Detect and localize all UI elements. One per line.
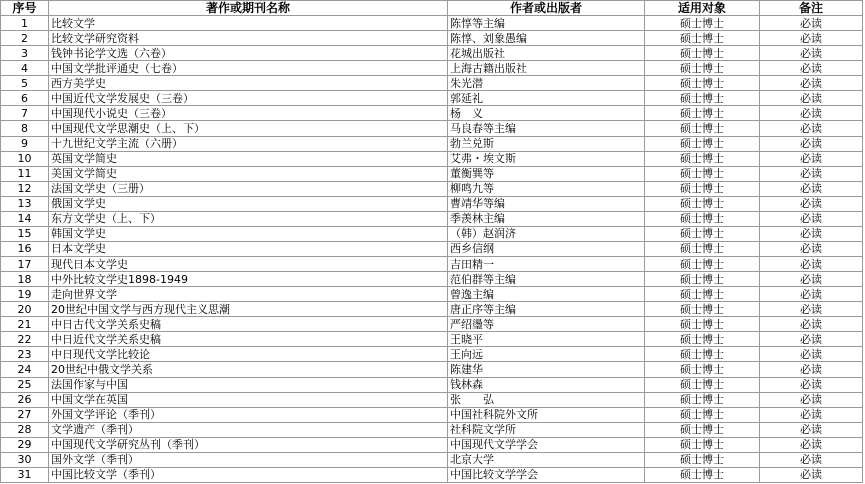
row-number: 8 xyxy=(1,121,49,136)
row-author: 范伯群等主编 xyxy=(448,272,645,287)
table-row xyxy=(1,196,863,211)
row-author: 陈建华 xyxy=(448,362,645,377)
row-target: 硕士博士 xyxy=(645,61,760,76)
row-target: 硕士博士 xyxy=(645,272,760,287)
row-number: 13 xyxy=(1,196,49,211)
row-title: 日本文学史 xyxy=(49,241,448,256)
row-title: 中日古代文学关系史稿 xyxy=(49,317,448,332)
table-header xyxy=(1,1,863,16)
row-number: 14 xyxy=(1,211,49,226)
row-number: 2 xyxy=(1,31,49,46)
row-author: 陈惇、刘象愚编 xyxy=(448,31,645,46)
row-note: 必读 xyxy=(760,76,863,91)
row-note: 必读 xyxy=(760,91,863,106)
row-number: 24 xyxy=(1,362,49,377)
table-row xyxy=(1,181,863,196)
row-title: 钱钟书论学文选（六卷） xyxy=(49,46,448,61)
row-title: 中国现代文学研究丛刊（季刊） xyxy=(49,437,448,452)
table-row xyxy=(1,332,863,347)
row-title: 中日现代文学比较论 xyxy=(49,347,448,362)
row-title: 法国作家与中国 xyxy=(49,377,448,392)
row-author: 马良春等主编 xyxy=(448,121,645,136)
header-row xyxy=(1,1,863,16)
row-title: 比较文学 xyxy=(49,16,448,31)
row-number: 26 xyxy=(1,392,49,407)
row-number: 15 xyxy=(1,226,49,241)
row-title: 中国现代小说史（三卷） xyxy=(49,106,448,121)
table-row xyxy=(1,407,863,422)
row-note: 必读 xyxy=(760,211,863,226)
row-target: 硕士博士 xyxy=(645,332,760,347)
row-number: 16 xyxy=(1,241,49,256)
row-title: 东方文学史（上、下） xyxy=(49,211,448,226)
row-title: 中外比较文学史1898-1949 xyxy=(49,272,448,287)
table-row xyxy=(1,467,863,482)
row-author: 曾逸主编 xyxy=(448,287,645,302)
row-author: 上海古籍出版社 xyxy=(448,61,645,76)
row-number: 4 xyxy=(1,61,49,76)
table-row xyxy=(1,76,863,91)
row-author: 唐正序等主编 xyxy=(448,302,645,317)
table-row xyxy=(1,392,863,407)
row-number: 5 xyxy=(1,76,49,91)
row-target: 硕士博士 xyxy=(645,166,760,181)
row-note: 必读 xyxy=(760,226,863,241)
table-row xyxy=(1,121,863,136)
table-row xyxy=(1,302,863,317)
row-target: 硕士博士 xyxy=(645,467,760,482)
row-title: 中国文学批评通史（七卷） xyxy=(49,61,448,76)
table-row xyxy=(1,31,863,46)
row-number: 30 xyxy=(1,452,49,467)
row-note: 必读 xyxy=(760,106,863,121)
row-target: 硕士博士 xyxy=(645,452,760,467)
row-target: 硕士博士 xyxy=(645,106,760,121)
row-number: 12 xyxy=(1,181,49,196)
row-note: 必读 xyxy=(760,181,863,196)
row-title: 俄国文学史 xyxy=(49,196,448,211)
row-target: 硕士博士 xyxy=(645,76,760,91)
row-target: 硕士博士 xyxy=(645,377,760,392)
row-target: 硕士博士 xyxy=(645,91,760,106)
row-target: 硕士博士 xyxy=(645,362,760,377)
row-author: 花城出版社 xyxy=(448,46,645,61)
row-note: 必读 xyxy=(760,407,863,422)
row-number: 9 xyxy=(1,136,49,151)
row-number: 27 xyxy=(1,407,49,422)
row-note: 必读 xyxy=(760,422,863,437)
table-row xyxy=(1,16,863,31)
row-title: 现代日本文学史 xyxy=(49,257,448,272)
row-author: 中国比较文学学会 xyxy=(448,467,645,482)
row-note: 必读 xyxy=(760,16,863,31)
table-row xyxy=(1,347,863,362)
row-target: 硕士博士 xyxy=(645,151,760,166)
table-row xyxy=(1,211,863,226)
table-row xyxy=(1,226,863,241)
row-target: 硕士博士 xyxy=(645,407,760,422)
table-row xyxy=(1,452,863,467)
row-title: 韩国文学史 xyxy=(49,226,448,241)
row-title: 十九世纪文学主流（六册） xyxy=(49,136,448,151)
row-title: 法国文学史（三册） xyxy=(49,181,448,196)
row-target: 硕士博士 xyxy=(645,287,760,302)
table-row xyxy=(1,61,863,76)
table-row xyxy=(1,241,863,256)
row-note: 必读 xyxy=(760,166,863,181)
row-title: 20世纪中国文学与西方现代主义思潮 xyxy=(49,302,448,317)
row-target: 硕士博士 xyxy=(645,347,760,362)
table-row xyxy=(1,317,863,332)
table-row xyxy=(1,257,863,272)
row-author: 钱林森 xyxy=(448,377,645,392)
row-number: 19 xyxy=(1,287,49,302)
row-title: 中国现代文学思潮史（上、下） xyxy=(49,121,448,136)
row-author: 陈惇等主编 xyxy=(448,16,645,31)
row-author: 勃兰兑斯 xyxy=(448,136,645,151)
row-author: 杨 义 xyxy=(448,106,645,121)
table-row xyxy=(1,106,863,121)
header-author: 作者或出版者 xyxy=(448,1,645,16)
row-target: 硕士博士 xyxy=(645,317,760,332)
row-note: 必读 xyxy=(760,302,863,317)
row-number: 29 xyxy=(1,437,49,452)
row-title: 比较文学研究资料 xyxy=(49,31,448,46)
row-author: 中国现代文学学会 xyxy=(448,437,645,452)
table-row xyxy=(1,166,863,181)
row-author: 艾弗・埃文斯 xyxy=(448,151,645,166)
row-title: 外国文学评论（季刊） xyxy=(49,407,448,422)
row-note: 必读 xyxy=(760,362,863,377)
row-number: 21 xyxy=(1,317,49,332)
row-author: 严绍璗等 xyxy=(448,317,645,332)
row-number: 10 xyxy=(1,151,49,166)
row-number: 28 xyxy=(1,422,49,437)
table-row xyxy=(1,422,863,437)
row-title: 西方美学史 xyxy=(49,76,448,91)
table-row xyxy=(1,46,863,61)
row-note: 必读 xyxy=(760,287,863,302)
row-target: 硕士博士 xyxy=(645,121,760,136)
table-row xyxy=(1,272,863,287)
row-number: 6 xyxy=(1,91,49,106)
row-author: 西乡信纲 xyxy=(448,241,645,256)
row-author: 王向远 xyxy=(448,347,645,362)
table-body xyxy=(1,16,863,483)
row-author: 北京大学 xyxy=(448,452,645,467)
header-number: 序号 xyxy=(1,1,49,16)
row-target: 硕士博士 xyxy=(645,257,760,272)
row-target: 硕士博士 xyxy=(645,211,760,226)
table-row xyxy=(1,136,863,151)
row-note: 必读 xyxy=(760,61,863,76)
row-author: 董衡巽等 xyxy=(448,166,645,181)
row-number: 3 xyxy=(1,46,49,61)
header-note: 备注 xyxy=(760,1,863,16)
row-target: 硕士博士 xyxy=(645,181,760,196)
row-author: （韩）赵润济 xyxy=(448,226,645,241)
row-note: 必读 xyxy=(760,392,863,407)
table-row xyxy=(1,362,863,377)
row-author: 王晓平 xyxy=(448,332,645,347)
row-author: 吉田精一 xyxy=(448,257,645,272)
row-target: 硕士博士 xyxy=(645,302,760,317)
row-number: 20 xyxy=(1,302,49,317)
row-note: 必读 xyxy=(760,452,863,467)
row-title: 英国文学简史 xyxy=(49,151,448,166)
row-target: 硕士博士 xyxy=(645,46,760,61)
table-row xyxy=(1,287,863,302)
header-title: 著作或期刊名称 xyxy=(49,1,448,16)
row-note: 必读 xyxy=(760,317,863,332)
row-target: 硕士博士 xyxy=(645,16,760,31)
row-author: 张 弘 xyxy=(448,392,645,407)
row-author: 朱光潜 xyxy=(448,76,645,91)
table-row xyxy=(1,91,863,106)
row-target: 硕士博士 xyxy=(645,437,760,452)
row-note: 必读 xyxy=(760,46,863,61)
row-title: 20世纪中俄文学关系 xyxy=(49,362,448,377)
row-author: 社科院文学所 xyxy=(448,422,645,437)
row-target: 硕士博士 xyxy=(645,226,760,241)
row-author: 曹靖华等编 xyxy=(448,196,645,211)
row-title: 中国文学在英国 xyxy=(49,392,448,407)
row-title: 国外文学（季刊） xyxy=(49,452,448,467)
row-number: 23 xyxy=(1,347,49,362)
row-title: 文学遗产（季刊） xyxy=(49,422,448,437)
row-note: 必读 xyxy=(760,121,863,136)
row-title: 中日近代文学关系史稿 xyxy=(49,332,448,347)
header-target: 适用对象 xyxy=(645,1,760,16)
row-note: 必读 xyxy=(760,151,863,166)
row-title: 走向世界文学 xyxy=(49,287,448,302)
row-target: 硕士博士 xyxy=(645,422,760,437)
row-author: 郭延礼 xyxy=(448,91,645,106)
row-number: 1 xyxy=(1,16,49,31)
row-note: 必读 xyxy=(760,196,863,211)
row-note: 必读 xyxy=(760,377,863,392)
row-note: 必读 xyxy=(760,347,863,362)
row-number: 31 xyxy=(1,467,49,482)
row-author: 季羡林主编 xyxy=(448,211,645,226)
row-target: 硕士博士 xyxy=(645,241,760,256)
row-author: 中国社科院外文所 xyxy=(448,407,645,422)
row-note: 必读 xyxy=(760,136,863,151)
row-note: 必读 xyxy=(760,467,863,482)
row-number: 25 xyxy=(1,377,49,392)
row-number: 22 xyxy=(1,332,49,347)
row-title: 中国近代文学发展史（三卷） xyxy=(49,91,448,106)
row-note: 必读 xyxy=(760,332,863,347)
row-note: 必读 xyxy=(760,272,863,287)
row-number: 18 xyxy=(1,272,49,287)
table-row xyxy=(1,437,863,452)
row-target: 硕士博士 xyxy=(645,392,760,407)
row-number: 7 xyxy=(1,106,49,121)
row-note: 必读 xyxy=(760,241,863,256)
row-note: 必读 xyxy=(760,31,863,46)
row-target: 硕士博士 xyxy=(645,196,760,211)
row-number: 11 xyxy=(1,166,49,181)
row-target: 硕士博士 xyxy=(645,31,760,46)
row-author: 柳鸣九等 xyxy=(448,181,645,196)
row-title: 美国文学简史 xyxy=(49,166,448,181)
row-note: 必读 xyxy=(760,437,863,452)
row-title: 中国比较文学（季刊） xyxy=(49,467,448,482)
row-note: 必读 xyxy=(760,257,863,272)
table-row xyxy=(1,377,863,392)
table-row xyxy=(1,151,863,166)
row-number: 17 xyxy=(1,257,49,272)
row-target: 硕士博士 xyxy=(645,136,760,151)
